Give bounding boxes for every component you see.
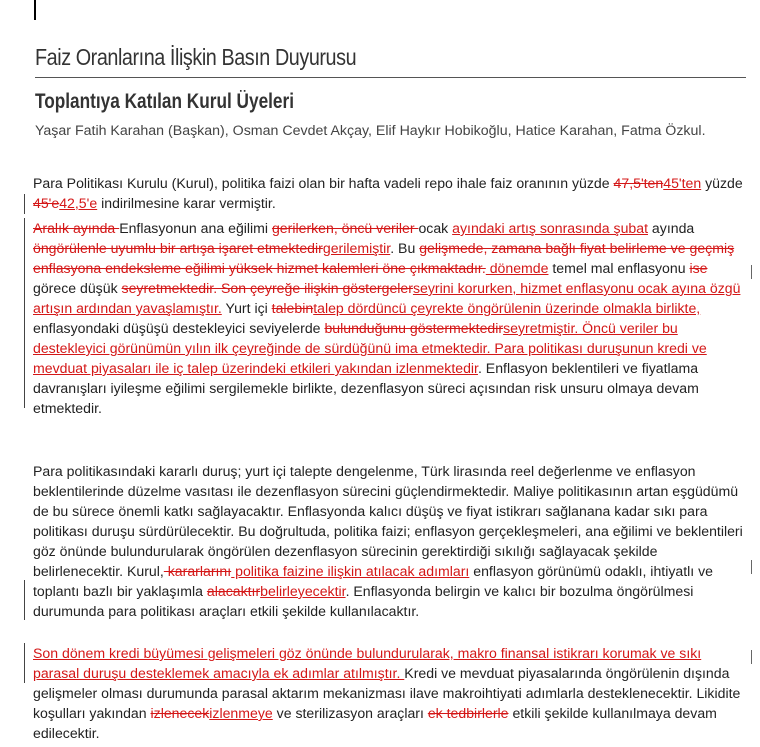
section-heading: Toplantıya Katılan Kurul Üyeleri	[35, 90, 294, 113]
body-text: yüzde	[701, 175, 743, 191]
change-bar	[24, 643, 25, 683]
deleted-text: 47,5'ten	[613, 175, 664, 191]
inserted-text: ayındaki artış sonrasında şubat	[452, 220, 649, 236]
inserted-text: dönemde	[485, 260, 549, 276]
title-divider	[35, 77, 746, 78]
body-text: . Enflasyonda belirgin ve kalıcı bir bozulma öngörülmesi durumunda para politikası araçları etkili şekilde kullanılacaktır.	[33, 583, 694, 619]
inserted-text: Son dönem kredi büyümesi gelişmeleri göz önünde bulundurularak, makro finansal istikrarı korumak ve sıkı parasal duruşu desteklemek amacıyla ek adımlar atılmıştır.	[33, 645, 702, 681]
change-bar	[24, 218, 25, 408]
deleted-text: kararlarını	[163, 563, 232, 579]
deleted-text: gerilerken, öncü veriler	[271, 220, 419, 236]
deleted-text: izlenecek	[150, 705, 210, 721]
body-text: Para politikasındaki kararlı duruş; yurt içi talepte dengelenme, Türk lirasında reel değerlenme ve enflasyon beklentilerinde düzelme vasıtası ile dezenflasyon sürecini güçlendirmektedir. Maliye politikasının artan eşgüdümü de bu sürece önemli katkı sağlayacaktır. Enflasyonda kalıcı düşüş ve fiyat istikrarı sağlanana kadar sıkı para politikası duruşu sürdürülecektir. Bu doğrultuda, politika faizi; enflasyon gerçekleşmeleri, ana eğilimi ve beklentileri göz önünde bulundurularak öngörülen dezenflasyon sürecinin gerektirdiği sıkılığı sağlayacak şekilde belirlenecektir. Kurul,	[33, 463, 743, 579]
deleted-text: öngörülenle uyumlu bir artışa işaret etmektedir	[33, 240, 323, 256]
deleted-text: 45'e	[33, 195, 60, 211]
margin-mark	[751, 265, 752, 279]
body-text: Kredi ve mevduat piyasalarında öngörülenin dışında gelişmeler olması durumunda parasal aktarım mekanizması ilave makroihtiyati adımlarla desteklenecektir. Likidite koşulları yakından	[33, 665, 741, 721]
page-title: Faiz Oranlarına İlişkin Basın Duyurusu	[35, 44, 357, 70]
inserted-text: talep dördüncü çeyrekte öngörülenin üzerinde olmakla birlikte,	[313, 300, 701, 316]
inserted-text: seyrini korurken, hizmet enflasyonu ocak ayına özgü artışın ardından yavaşlamıştır.	[33, 280, 741, 316]
inserted-text: politika faizine ilişkin atılacak adımları	[231, 563, 470, 579]
margin-mark	[751, 650, 752, 664]
deleted-text: bulunduğunu göstermektedir	[324, 320, 504, 336]
body-text: etkili şekilde kullanılmaya devam edilecektir.	[33, 705, 717, 741]
deleted-text: seyretmektedir. Son çeyreğe ilişkin göstergeler	[121, 280, 413, 296]
body-text: ayında	[648, 220, 695, 236]
deleted-text: ek tedbirlerle	[427, 705, 509, 721]
body-text: Para Politikası Kurulu (Kurul), politika faizi olan bir hafta vadeli repo ihale faiz oranının yüzde	[33, 175, 614, 191]
body-text: ocak	[418, 220, 453, 236]
text-cursor	[34, 0, 36, 20]
deleted-text: gelişmede, zamana bağlı fiyat belirleme ve geçmiş enflasyona endeksleme eğilimi yüksek hizmet kalemleri öne çıkmaktadır.	[33, 240, 735, 276]
body-text: enflasyon görünümü odaklı, ihtiyatlı ve toplantı bazlı bir yaklaşımla	[33, 563, 713, 599]
body-text: enflasyondaki düşüşü destekleyici seviyelerde	[33, 320, 325, 336]
member-list: Yaşar Fatih Karahan (Başkan), Osman Cevdet Akçay, Elif Haykır Hobikoğlu, Hatice Karahan, Fatma Özkul.	[35, 123, 706, 139]
inserted-text: 45'ten	[663, 175, 702, 191]
paragraph-policy-stance[interactable]	[33, 461, 745, 621]
margin-mark	[751, 560, 752, 574]
deleted-text: alacaktır	[206, 583, 261, 599]
body-text: . Enflasyon beklentileri ve fiyatlama davranışları iyileşme eğilimi sergilemekle birlikte, dezenflasyon süreci açısından risk unsuru olmaya devam etmektedir.	[33, 360, 699, 416]
change-bar	[24, 194, 25, 214]
inserted-text: izlenmeye	[209, 705, 273, 721]
body-text: indirilmesine karar vermiştir.	[97, 195, 276, 211]
inserted-text: belirleyecektir	[260, 583, 346, 599]
body-text: . Bu	[390, 240, 420, 256]
body-text: Enflasyonun ana eğilimi	[119, 220, 272, 236]
paragraph-rate-decision[interactable]	[33, 173, 745, 213]
body-text: ve sterilizasyon araçları	[272, 705, 428, 721]
deleted-text: ise	[689, 260, 708, 276]
body-text: görece düşük	[33, 280, 122, 296]
body-text: Yurt içi	[221, 300, 272, 316]
paragraph-inflation-outlook[interactable]	[33, 218, 745, 418]
deleted-text: Aralık ayında	[33, 220, 120, 236]
inserted-text: 42,5'e	[59, 195, 98, 211]
inserted-text: seyretmiştir. Öncü veriler bu destekleyici görünümün yılın ilk çeyreğinde de sürdüğünü ima etmektedir. Para politikası duruşunun kredi ve mevduat piyasaları ile iç talep üzerindeki etkileri yakından izlenmektedir	[33, 320, 707, 376]
inserted-text: gerilemiştir	[322, 240, 391, 256]
change-bar	[24, 580, 25, 620]
deleted-text: talebin	[271, 300, 314, 316]
paragraph-macroprudential[interactable]	[33, 643, 745, 743]
body-text: temel mal enflasyonu	[548, 260, 690, 276]
